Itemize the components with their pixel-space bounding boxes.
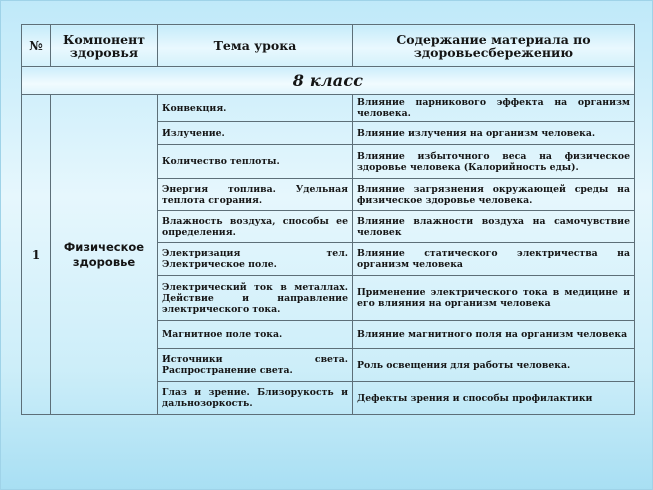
content-cell: Влияние загрязнения окружающей среды на физическое здоровье человека. <box>353 179 635 211</box>
topic-cell: Магнитное поле тока. <box>158 321 353 349</box>
content-cell: Влияние излучения на организм человека. <box>353 122 635 145</box>
health-topics-table <box>21 24 635 415</box>
component-value: Физическое здоровье <box>51 95 158 415</box>
table-row <box>22 95 635 122</box>
topic-cell: Источники света. Распространение света. <box>158 349 353 382</box>
content-cell: Роль освещения для работы человека. <box>353 349 635 382</box>
topic-cell: Излучение. <box>158 122 353 145</box>
topic-cell: Электрический ток в металлах. Действие и направление электрического тока. <box>158 276 353 321</box>
content-cell: Влияние статического электричества на организм человека <box>353 243 635 276</box>
header-row <box>22 25 635 67</box>
topic-cell: Энергия топлива. Удельная теплота сгорания. <box>158 179 353 211</box>
row-number: 1 <box>22 95 51 415</box>
content-cell: Влияние магнитного поля на организм человека <box>353 321 635 349</box>
topic-cell: Глаз и зрение. Близорукость и дальнозоркость. <box>158 382 353 415</box>
topic-cell: Количество теплоты. <box>158 145 353 179</box>
header-num: № <box>22 25 51 67</box>
header-component: Компонент здоровья <box>51 25 158 67</box>
content-cell: Влияние парникового эффекта на организм человека. <box>353 95 635 122</box>
content-cell: Применение электрического тока в медицине и его влияния на организм человека <box>353 276 635 321</box>
content-cell: Дефекты зрения и способы профилактики <box>353 382 635 415</box>
topic-cell: Конвекция. <box>158 95 353 122</box>
topic-cell: Электризация тел. Электрическое поле. <box>158 243 353 276</box>
topic-cell: Влажность воздуха, способы ее определения. <box>158 211 353 243</box>
content-cell: Влияние влажности воздуха на самочувствие человек <box>353 211 635 243</box>
content-cell: Влияние избыточного веса на физическое здоровье человека (Калорийность еды). <box>353 145 635 179</box>
grade-row <box>22 67 635 95</box>
header-topic: Тема урока <box>158 25 353 67</box>
header-content: Содержание материала по здоровьесбережению <box>353 25 635 67</box>
grade-label: 8 класс <box>22 67 635 95</box>
